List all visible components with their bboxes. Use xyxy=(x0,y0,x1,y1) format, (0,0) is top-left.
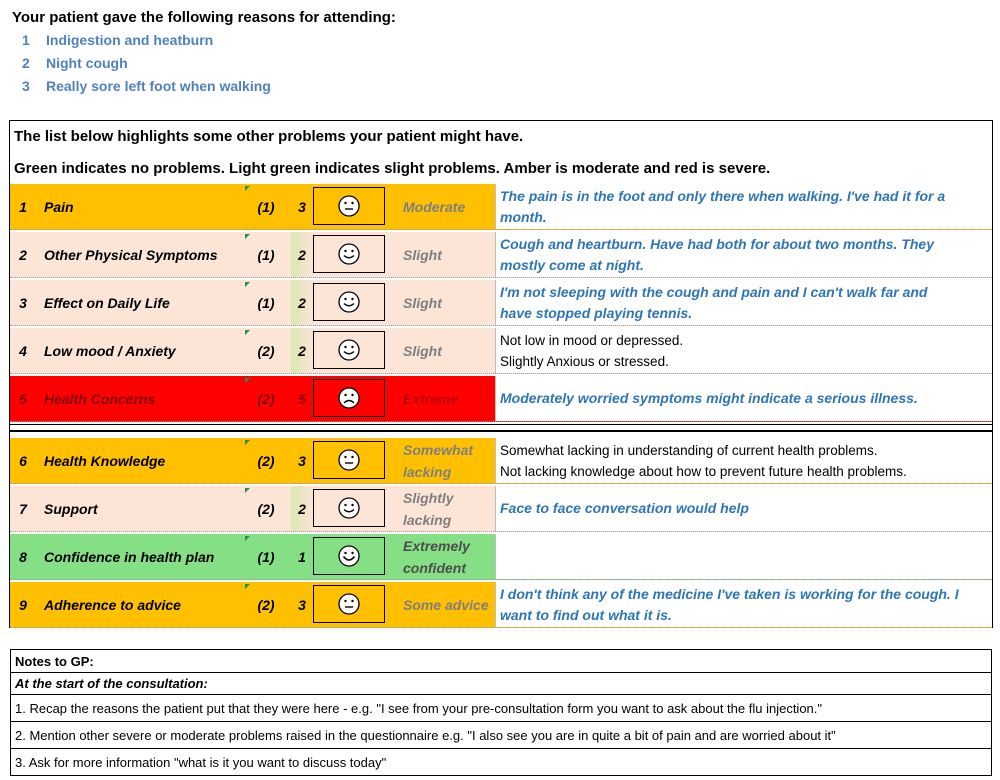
section-divider xyxy=(10,424,992,432)
severity-line: Some advice xyxy=(403,596,489,613)
severity-label xyxy=(395,328,493,373)
severity-line: Somewhat xyxy=(403,441,474,458)
notes-item: 3. Ask for more information "what is it you want to discuss today" xyxy=(15,754,387,770)
reason-number: 3 xyxy=(22,78,30,94)
reason-item xyxy=(22,78,271,94)
problem-row xyxy=(10,328,992,374)
notes-item: 1. Recap the reasons the patient put that they were here - e.g. "I see from your pre-consultation form you want to ask about the flu injection." xyxy=(11,695,991,722)
reason-number: 2 xyxy=(22,55,30,71)
comment-line: have stopped playing tennis. xyxy=(500,304,693,321)
comment-line: Not lacking knowledge about how to prevent future health problems. xyxy=(500,463,907,479)
cell-marker-icon xyxy=(245,536,250,541)
comment-line: Moderately worried symptoms might indicate a serious illness. xyxy=(500,390,918,406)
severity-label xyxy=(395,184,493,229)
intro-line-2: Green indicates no problems. Light green indicates slight problems. Amber is moderate and red is severe. xyxy=(14,160,771,177)
problem-row xyxy=(10,582,992,628)
problem-label: Effect on Daily Life xyxy=(44,294,170,311)
severity-line: Slight xyxy=(403,246,442,263)
reason-text: Really sore left foot when walking xyxy=(46,78,271,94)
previous-score: (2) xyxy=(257,342,275,359)
previous-score: (2) xyxy=(257,390,275,407)
happy-face-icon xyxy=(337,338,361,362)
problem-number: 3 xyxy=(19,294,27,311)
previous-score: (1) xyxy=(257,198,275,215)
reasons-title: Your patient gave the following reasons for attending: xyxy=(12,9,396,26)
notes-panel xyxy=(10,649,992,776)
reason-text: Night cough xyxy=(46,55,128,71)
patient-comment xyxy=(495,328,992,373)
cell-marker-icon xyxy=(245,282,250,287)
severity-label xyxy=(395,376,493,421)
problem-label: Adherence to advice xyxy=(44,596,181,613)
neutral-face-icon xyxy=(337,592,361,616)
severity-line: Slight xyxy=(403,294,442,311)
face-box xyxy=(313,537,385,575)
problem-number: 2 xyxy=(19,246,27,263)
current-score: 3 xyxy=(298,596,306,613)
face-box xyxy=(313,235,385,273)
current-score: 2 xyxy=(291,232,313,277)
cell-marker-icon xyxy=(245,330,250,335)
problem-row xyxy=(10,232,992,278)
happy-face-icon xyxy=(337,242,361,266)
current-score: 3 xyxy=(298,198,306,215)
neutral-face-icon xyxy=(337,194,361,218)
patient-comment xyxy=(495,438,992,483)
problem-row xyxy=(10,534,992,580)
current-score: 3 xyxy=(298,452,306,469)
previous-score: (1) xyxy=(257,294,275,311)
previous-score: (2) xyxy=(257,596,275,613)
face-box xyxy=(313,585,385,623)
patient-comment xyxy=(495,376,992,421)
severity-label xyxy=(395,486,493,531)
problem-label: Support xyxy=(44,500,98,517)
neutral-face-icon xyxy=(337,448,361,472)
severity-label xyxy=(395,582,493,627)
reason-number: 1 xyxy=(22,32,30,48)
severity-label xyxy=(395,534,493,579)
previous-score: (1) xyxy=(257,246,275,263)
severity-line: Slightly xyxy=(403,489,454,506)
notes-title: Notes to GP: xyxy=(11,650,991,673)
comment-line: Cough and heartburn. Have had both for about two months. They xyxy=(500,235,934,252)
comment-line: I don't think any of the medicine I've taken is working for the cough. I xyxy=(500,585,959,602)
problem-row xyxy=(10,438,992,484)
face-box xyxy=(313,331,385,369)
comment-line: Not low in mood or depressed. xyxy=(500,332,684,348)
problem-number: 1 xyxy=(19,198,27,215)
cell-marker-icon xyxy=(245,440,250,445)
problem-label: Pain xyxy=(44,198,74,215)
comment-line: month. xyxy=(500,208,547,225)
current-score: 2 xyxy=(291,328,313,373)
patient-comment xyxy=(495,184,992,229)
comment-line: Face to face conversation would help xyxy=(500,500,749,516)
patient-comment xyxy=(495,534,992,579)
current-score: 5 xyxy=(298,390,306,407)
problem-number: 5 xyxy=(19,390,27,407)
problem-number: 4 xyxy=(19,342,27,359)
face-box xyxy=(313,441,385,479)
severity-line: Extreme xyxy=(403,390,459,407)
sad-face-icon xyxy=(337,386,361,410)
face-box xyxy=(313,489,385,527)
reason-item xyxy=(22,55,128,71)
severity-line: Extremely xyxy=(403,537,470,554)
patient-comment xyxy=(495,486,992,531)
cell-marker-icon xyxy=(245,234,250,239)
patient-comment xyxy=(495,582,992,627)
problem-label: Other Physical Symptoms xyxy=(44,246,218,263)
comment-line: The pain is in the foot and only there when walking. I've had it for a xyxy=(500,187,946,204)
previous-score: (2) xyxy=(257,500,275,517)
very-happy-face-icon xyxy=(337,544,361,568)
severity-line: Slight xyxy=(403,342,442,359)
happy-face-icon xyxy=(337,290,361,314)
reason-text: Indigestion and heatburn xyxy=(46,32,214,48)
face-box xyxy=(313,187,385,225)
patient-comment xyxy=(495,232,992,277)
severity-label xyxy=(395,280,493,325)
problem-number: 7 xyxy=(19,500,27,517)
problem-row xyxy=(10,376,992,422)
current-score: 2 xyxy=(291,486,313,531)
current-score: 2 xyxy=(291,280,313,325)
problem-row xyxy=(10,184,992,230)
cell-marker-icon xyxy=(245,378,250,383)
problem-number: 8 xyxy=(19,548,27,565)
comment-line: want to find out what it is. xyxy=(500,606,672,623)
notes-item: 2. Mention other severe or moderate problems raised in the questionnaire e.g. "I also see you are in quite a bit of pain and are worried about it" xyxy=(11,722,991,749)
comment-line: I'm not sleeping with the cough and pain and I can't walk far and xyxy=(500,283,928,300)
problem-number: 6 xyxy=(19,452,27,469)
comment-line: mostly come at night. xyxy=(500,256,644,273)
previous-score: (1) xyxy=(257,548,275,565)
severity-line: confident xyxy=(403,559,466,576)
face-box xyxy=(313,379,385,417)
comment-line: Slightly Anxious or stressed. xyxy=(500,353,669,369)
reason-item xyxy=(22,32,213,48)
previous-score: (2) xyxy=(257,452,275,469)
problem-row xyxy=(10,280,992,326)
intro-line-1: The list below highlights some other problems your patient might have. xyxy=(14,128,524,145)
cell-marker-icon xyxy=(245,488,250,493)
happy-face-icon xyxy=(337,496,361,520)
patient-comment xyxy=(495,280,992,325)
problem-row xyxy=(10,486,992,532)
severity-label xyxy=(395,232,493,277)
face-box xyxy=(313,283,385,321)
severity-line: Moderate xyxy=(403,198,466,215)
problem-label: Low mood / Anxiety xyxy=(44,342,176,359)
severity-label xyxy=(395,438,493,483)
severity-line: lacking xyxy=(403,463,452,480)
cell-marker-icon xyxy=(245,584,250,589)
current-score: 1 xyxy=(298,548,306,565)
comment-line: Somewhat lacking in understanding of current health problems. xyxy=(500,442,878,458)
problem-label: Health Knowledge xyxy=(44,452,166,469)
problem-number: 9 xyxy=(19,596,27,613)
cell-marker-icon xyxy=(245,186,250,191)
notes-subtitle: At the start of the consultation: xyxy=(11,673,991,695)
severity-line: lacking xyxy=(403,511,452,528)
problem-label: Confidence in health plan xyxy=(44,548,215,565)
problem-label: Health Concerns xyxy=(44,390,156,407)
